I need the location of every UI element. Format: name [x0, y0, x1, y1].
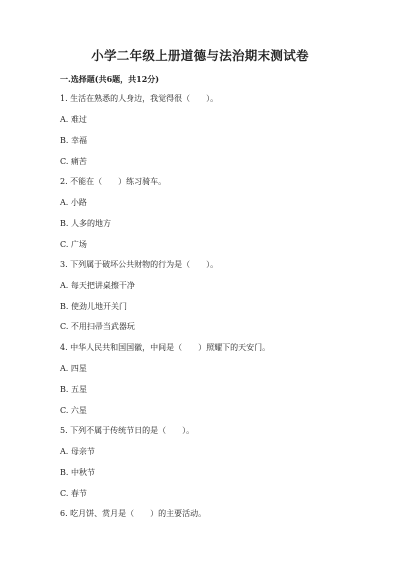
question-4-stem: 4. 中华人民共和国国徽，中间是（ ）照耀下的天安门。 [60, 343, 271, 352]
question-4-option-a: A. 四星 [60, 364, 87, 373]
question-2-option-c: C. 广场 [60, 240, 87, 249]
question-4-option-c: C. 六星 [60, 406, 87, 415]
question-1-option-b: B. 幸福 [60, 136, 87, 145]
question-3-stem: 3. 下列属于破坏公共财物的行为是（ ）。 [60, 260, 219, 269]
page-title: 小学二年级上册道德与法治期末测试卷 [91, 48, 309, 63]
question-5-option-a: A. 母亲节 [60, 447, 95, 456]
question-4-option-b: B. 五星 [60, 385, 87, 394]
section-heading: 一.选择题(共6题，共12分) [60, 74, 160, 84]
question-2-option-a: A. 小路 [60, 198, 87, 207]
question-3-option-a: A. 每天把讲桌擦干净 [60, 281, 135, 290]
question-1-stem: 1. 生活在熟悉的人身边，我觉得很（ ）。 [60, 94, 219, 103]
question-1-option-a: A. 难过 [60, 115, 87, 124]
question-2-stem: 2. 不能在（ ）练习骑车。 [60, 177, 167, 186]
question-5-option-b: B. 中秋节 [60, 468, 95, 477]
question-2-option-b: B. 人多的地方 [60, 219, 111, 228]
question-5-option-c: C. 春节 [60, 489, 87, 498]
question-5-stem: 5. 下列不属于传统节日的是（ ）。 [60, 426, 195, 435]
question-3-option-c: C. 不用扫帚当武器玩 [60, 322, 135, 331]
question-3-option-b: B. 使劲儿地开关门 [60, 302, 127, 311]
question-1-option-c: C. 痛苦 [60, 157, 87, 166]
question-6-stem: 6. 吃月饼、赏月是（ ）的主要活动。 [60, 509, 207, 518]
